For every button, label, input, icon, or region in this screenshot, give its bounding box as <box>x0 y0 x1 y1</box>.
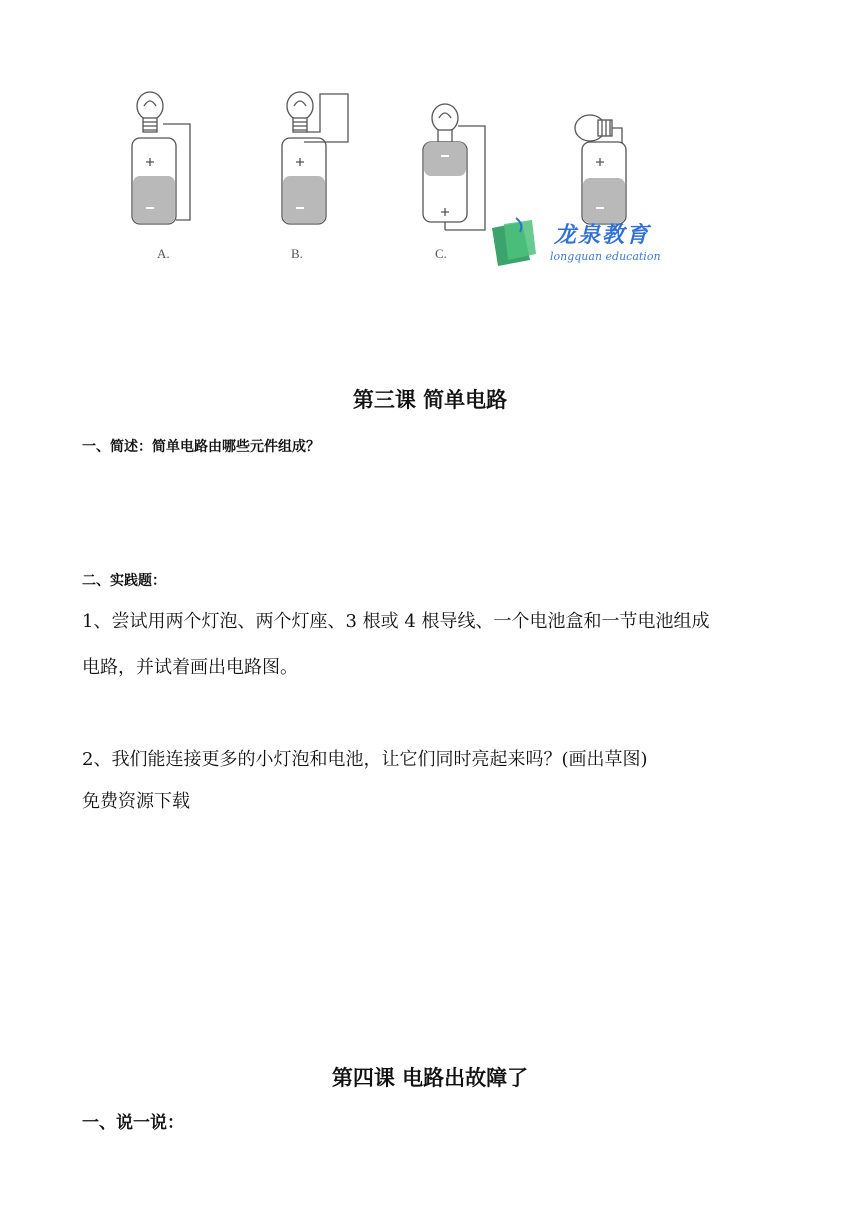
lesson4-section1-heading: 一、说一说： <box>82 1113 184 1133</box>
circuit-d-drawing <box>575 115 626 224</box>
lesson3-section2-heading: 二、实践题： <box>82 573 166 589</box>
circuit-c-drawing <box>423 104 485 230</box>
circuit-a-drawing <box>132 92 190 224</box>
free-resource-note: 免费资源下载 <box>82 791 190 812</box>
circuit-b-drawing <box>282 92 348 224</box>
logo-en-text: longquan education <box>550 250 661 263</box>
question-1-line2: 电路，并试着画出电路图。 <box>82 657 298 678</box>
lesson3-section1-heading: 一、简述：简单电路由哪些元件组成？ <box>82 439 320 455</box>
lesson4-title: 第四课 电路出故障了 <box>331 1066 529 1090</box>
longquan-education-logo <box>488 214 688 270</box>
lesson3-title: 第三课 简单电路 <box>352 388 508 412</box>
option-b-label: B. <box>291 246 303 261</box>
option-c-label: C. <box>435 246 447 261</box>
option-a-label: A. <box>157 246 170 261</box>
question-1-line1: 1、尝试用两个灯泡、两个灯座、3 根或 4 根导线、一个电池盒和一节电池组成 <box>82 611 710 632</box>
logo-cn-text: 龙泉教育 <box>554 222 651 248</box>
question-2: 2、我们能连接更多的小灯泡和电池，让它们同时亮起来吗？(画出草图) <box>82 749 648 770</box>
